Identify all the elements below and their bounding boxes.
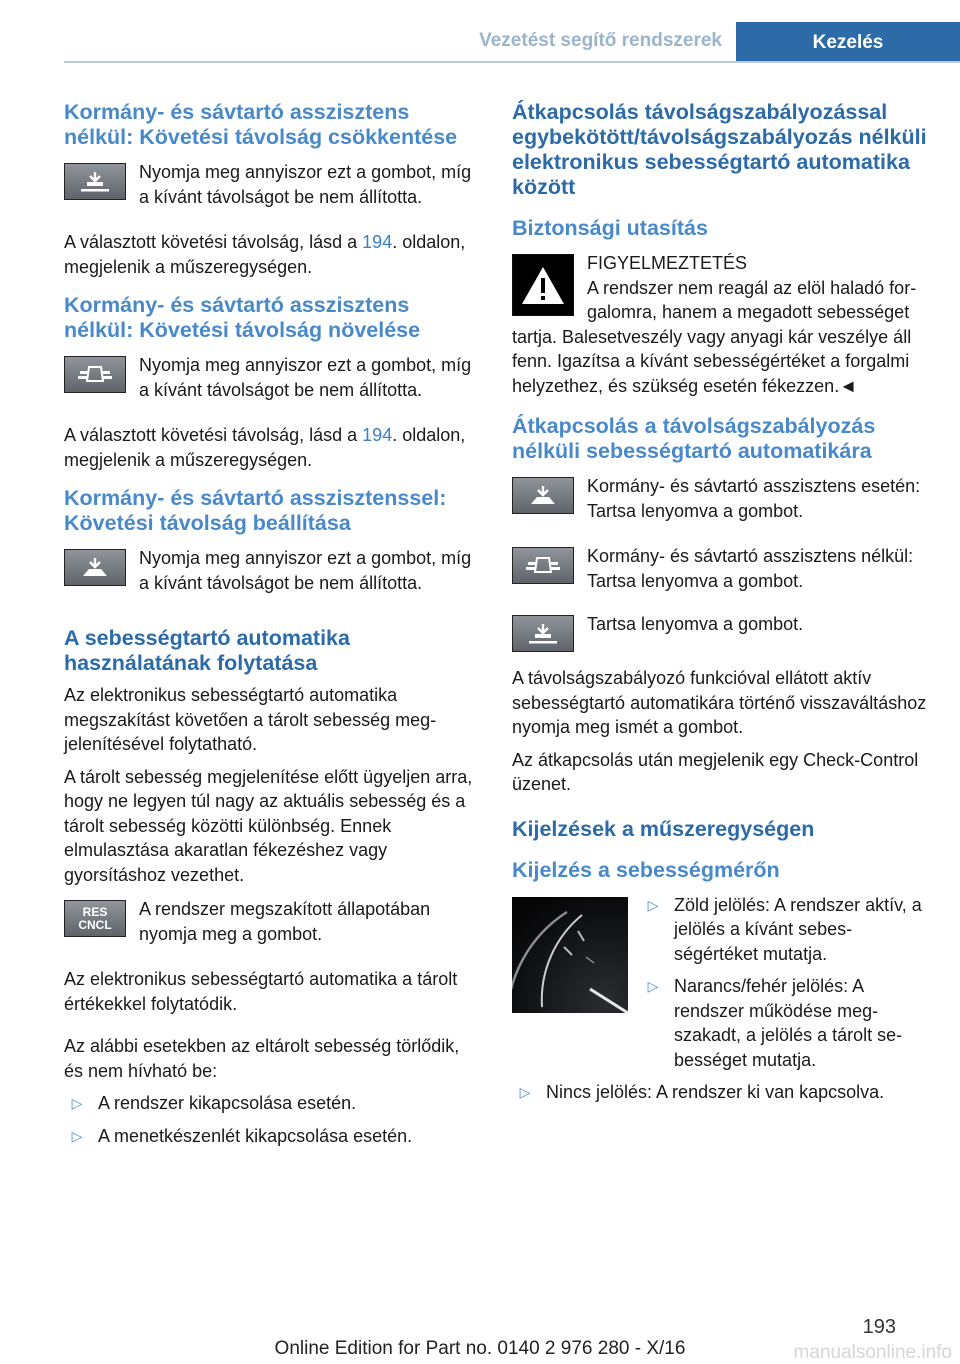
instruction-text: Nyomja meg annyiszor ezt a gombot, míg a kívánt távolságot be nem állította. [139, 162, 472, 207]
list-item [640, 893, 928, 967]
paragraph: Az elektronikus sebességtartó automatika a tárolt értékekkel folytatódik. [64, 969, 458, 1014]
header-rule [64, 61, 960, 63]
instruction-increase [64, 353, 480, 413]
heading-speedometer-display: Kijelzés a sebességmérőn [512, 857, 780, 882]
paragraph: Az elektronikus sebességtartó automatika megszakítást követően a tárolt sebesség megjelenítésével folytatható. [64, 685, 437, 754]
heading-switching-modes: Átkapcsolás távolságszabályozással egybekötött/távolságszabályozás nélküli elektronikus sebességtartó automatika között [512, 100, 927, 199]
text: A választott követési távolság, lásd a [64, 425, 363, 445]
instruction-hold [512, 612, 928, 656]
speedometer-figure-block [512, 893, 928, 1081]
text: A választott követési távolság, lásd a [64, 232, 363, 252]
warning-text: A rendszer nem reagál az elöl haladó forgalomra, hanem a megadott sebességet tartja. Balesetveszély vagy anyagi kár veszélye áll fenn. Igazítsa a kívánt sebességértéket a forgalmi helyzethez, és szükség esetén fékezzen.◄ [512, 277, 917, 396]
left-column [64, 100, 480, 1156]
res-cncl-button-icon [64, 900, 126, 937]
distance-set-button-icon [512, 477, 574, 514]
instruction-text: Tartsa lenyomva a gombot. [587, 614, 804, 634]
distance-increase-button-icon [512, 547, 574, 584]
warning-block [512, 251, 928, 398]
heading-increase-distance: Kormány- és sávtartó asszisztens nélkül: Követési távolság növelése [64, 293, 421, 342]
triangle-bullet-icon: ▷ [71, 1127, 83, 1144]
distance-increase-button-icon [64, 356, 126, 393]
instruction-text: Nyomja meg annyiszor ezt a gombot, míg a kívánt távolságot be nem állította. [139, 355, 472, 400]
list-item-text: Zöld jelölés: A rendszer aktív, a jelölés a kívánt sebességértéket mutatja. [674, 894, 922, 964]
page-link[interactable]: 194 [362, 232, 393, 252]
paragraph: Az alábbi esetekben az eltárolt sebesség törlődik, és nem hívható be: [64, 1036, 460, 1081]
header-chapter-tab: Kezelés [736, 22, 960, 63]
watermark: manualsonline.info [793, 1342, 952, 1363]
page-link[interactable]: 194 [362, 425, 393, 445]
heading-instrument-displays: Kijelzések a műszeregységen [512, 816, 815, 841]
heading-resume-cruise: A sebességtartó automatika használatának folytatása [64, 626, 350, 675]
instruction-text: Nyomja meg annyiszor ezt a gombot, míg a kívánt távolságot be nem állította. [139, 548, 472, 593]
header-section-title: Vezetést segítő rendszerek [479, 30, 722, 51]
paragraph: A tárolt sebesség megjelenítése előtt ügyeljen arra, hogy ne legyen túl nagy az aktuális sebesség és a tárolt sebesség közötti különbség. Ennek elmulasztása akaratlan fékezéshez vagy gyorsításhoz vezethet. [64, 766, 473, 885]
triangle-bullet-icon: ▷ [647, 896, 659, 913]
list-item-text: Nincs jelölés: A rendszer ki van kapcsolva. [546, 1082, 885, 1102]
heading-safety-notice: Biztonsági utasítás [512, 216, 708, 240]
paragraph: A távolságszabályozó funkcióval ellátott aktív sebességtartó automatikára történő visszaváltáshoz nyomja meg ismét a gombot. [512, 668, 927, 737]
list-item-text: A menetkészenlét kikapcsolása esetén. [98, 1125, 413, 1146]
instruction-set [64, 546, 480, 606]
heading-switch-without-distance: Átkapcsolás a távolságszabályozás nélküli sebességtartó automatikára [512, 414, 876, 463]
list-item-text: Narancs/fehér jelölés: A rendszer működése megszakadt, a jelölés a tárolt sebességet mutatja. [674, 976, 903, 1070]
deletion-conditions-list [64, 1091, 480, 1148]
text: . oldalon, megjelenik a műszeregységen. [64, 425, 466, 470]
speedometer-markings-list [640, 893, 928, 1073]
heading-set-distance: Kormány- és sávtartó asszisztenssel: Követési távolság beállítása [64, 486, 447, 535]
text: . oldalon, megjelenik a műszeregységen. [64, 232, 466, 277]
right-column [512, 100, 928, 1113]
triangle-bullet-icon: ▷ [71, 1095, 83, 1111]
speedometer-photo [512, 897, 628, 1013]
distance-decrease-button-icon [512, 615, 574, 652]
triangle-bullet-icon: ▷ [647, 978, 659, 994]
distance-set-button-icon [64, 549, 126, 586]
list-item [64, 1091, 480, 1116]
page-footer [0, 1316, 960, 1363]
triangle-bullet-icon: ▷ [519, 1084, 531, 1100]
edition-note: Online Edition for Part no. 0140 2 976 280 - X/16 [274, 1338, 686, 1359]
cncl-label: CNCL [78, 917, 112, 932]
page-number: 193 [862, 1316, 896, 1338]
res-label: RES [82, 904, 108, 919]
list-item [640, 974, 928, 1072]
instruction-text: Kormány- és sávtartó asszisztens esetén: Tartsa lenyomva a gombot. [587, 476, 921, 521]
instruction-text: A rendszer megszakított állapotában nyomja meg a gombot. [139, 899, 431, 944]
paragraph: Az átkapcsolás után megjelenik egy Check-Control üzenet. [512, 749, 919, 794]
instruction-text: Kormány- és sávtartó asszisztens nélkül: Tartsa lenyomva a gombot. [587, 546, 914, 591]
warning-title: FIGYELMEZTETÉS [587, 253, 748, 273]
instruction-without-assistant [512, 544, 928, 600]
list-item [64, 1124, 480, 1149]
paragraph [64, 230, 480, 279]
paragraph [64, 423, 480, 472]
warning-triangle-icon [512, 254, 574, 316]
no-marking-list [512, 1080, 928, 1105]
instruction-reduce [64, 160, 480, 220]
distance-decrease-button-icon [64, 163, 126, 200]
instruction-resume [64, 897, 480, 957]
instruction-with-assistant [512, 474, 928, 530]
list-item-text: A rendszer kikapcsolása esetén. [98, 1093, 357, 1113]
heading-reduce-distance: Kormány- és sávtartó asszisztens nélkül: Követési távolság csökkentése [64, 100, 458, 149]
list-item [512, 1080, 928, 1105]
